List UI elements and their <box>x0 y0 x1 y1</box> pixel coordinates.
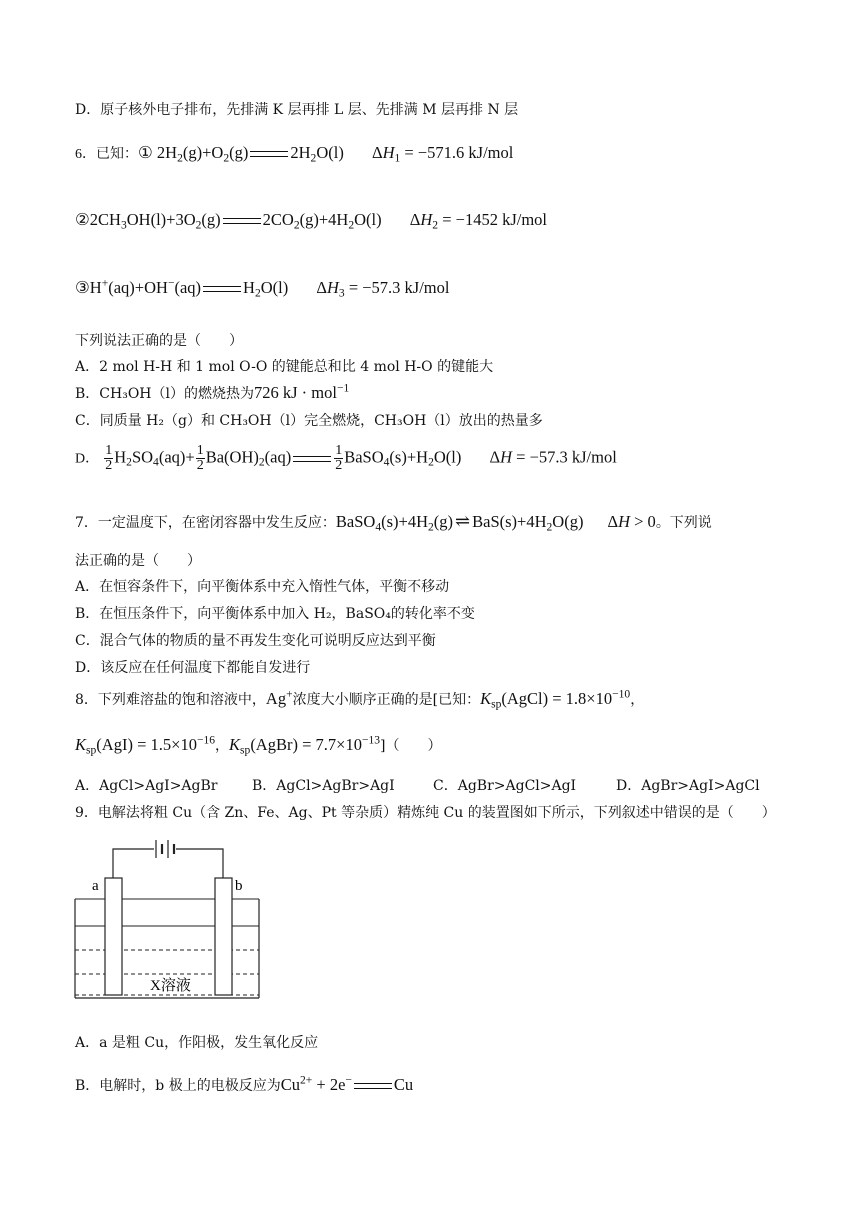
q8-option-d: D．AgBr>AgI>AgCl <box>616 778 760 794</box>
q7-line2: 法正确的是（ ） <box>75 553 201 569</box>
battery-icon <box>156 840 174 858</box>
q9-option-a: A．a 是粗 Cu，作阳极，发生氧化反应 <box>75 1035 319 1051</box>
q6-eq3 <box>75 278 449 298</box>
q7-option-d: D．该反应在任何温度下都能自发进行 <box>75 660 311 676</box>
q6-eq1-dh: $\Delta H_1 = -571.6$ kJ/mol <box>371 143 514 165</box>
q6-stem: 下列说法正确的是（ ） <box>75 333 243 349</box>
electrolysis-diagram <box>70 835 270 1007</box>
q8-stem-line2: $K_{sp}(AgI) = 1.5\times 10^{-16}$，$K_{sp}(AgBr) = 7.7\times 10^{-13}$]（ ） <box>75 734 442 757</box>
q7-stem: 7．一定温度下，在密闭容器中发生反应：$BaSO_4(s)+4H_2(g)$ ⇌ $BaS(s)+4H_2O(g) \Delta H > 0$。下列说 <box>75 511 712 534</box>
q7-option-c: C．混合气体的物质的量不再发生变化可说明反应达到平衡 <box>75 633 436 649</box>
q6-option-c: C．同质量 H₂（g）和 CH₃OH（l）完全燃烧，CH₃OH（l）放出的热量多 <box>75 413 543 429</box>
q6-eq2-marker: ② <box>75 210 90 229</box>
q6-option-d: D． $\frac{1}{2}$ $H_2SO_4(aq)+$ $\frac{1}{2}$ $Ba(OH)_2(aq)$ $\frac{1}{2}$ $BaSO_4(s)+H_2O(l) \Delta H = -57.3$ kJ/mol <box>75 443 617 473</box>
q6-eq3-marker: ③ <box>75 278 90 297</box>
solution-label: X溶液 <box>150 978 191 994</box>
q6-eq2-formula: $2CH_3OH(l)+3O_2(g)$ $2CO_2(g)+4H_2O(l)$ <box>89 210 382 232</box>
electrode-a-label: a <box>92 878 99 894</box>
q6-option-a: A．2 mol H-H 和 1 mol O-O 的键能总和比 4 mol H-O 的键能大 <box>75 359 494 375</box>
q8-option-a: A．AgCl>AgI>AgBr <box>75 778 218 794</box>
q6-eq3-formula: H+(aq)+OH−(aq) $H_2O(l)$ <box>89 277 289 300</box>
electrode-b <box>215 878 232 995</box>
q7-option-b: B．在恒压条件下，向平衡体系中加入 H₂，BaSO₄的转化率不变 <box>75 606 475 622</box>
q8-option-c: C．AgBr>AgCl>AgI <box>433 778 577 794</box>
electrode-a <box>105 878 122 995</box>
q8-stem: 8．下列难溶盐的饱和溶液中，Ag+浓度大小顺序正确的是[已知：$K_{sp}(AgCl) = 1.8\times 10^{-10}$， <box>75 688 645 711</box>
q5-option-d: D．原子核外电子排布，先排满 K 层再排 L 层、先排满 M 层再排 N 层 <box>75 102 519 118</box>
q6-lead: 6．已知： <box>75 147 138 162</box>
electrode-b-label: b <box>235 878 243 894</box>
q6-eq1-formula: $2H_2(g)+O_2(g)$ $2H_2O(l)$ <box>156 143 344 165</box>
q6-eq3-dh: $\Delta H_3 = -57.3$ kJ/mol <box>316 278 450 300</box>
q8-option-b: B．AgCl>AgBr>AgI <box>252 778 395 794</box>
q6-option-b: B．CH₃OH（l）的燃烧热为726 kJ · mol$^{-1}$ <box>75 382 350 402</box>
q6-eq1 <box>75 143 513 163</box>
q6-eq1-marker: ① <box>138 143 153 162</box>
q9-option-b: B．电解时，b 极上的电极反应为$Cu^{2+} + 2e^-$ Cu <box>75 1074 414 1094</box>
q7-option-a: A．在恒容条件下，向平衡体系中充入惰性气体，平衡不移动 <box>75 579 450 595</box>
q6-eq2-dh: $\Delta H_2 = -1452$ kJ/mol <box>409 210 547 232</box>
q6-eq2 <box>75 210 547 230</box>
q9-stem: 9．电解法将粗 Cu（含 Zn、Fe、Ag、Pt 等杂质）精炼纯 Cu 的装置图如下所示，下列叙述中错误的是（ ） <box>75 805 776 821</box>
